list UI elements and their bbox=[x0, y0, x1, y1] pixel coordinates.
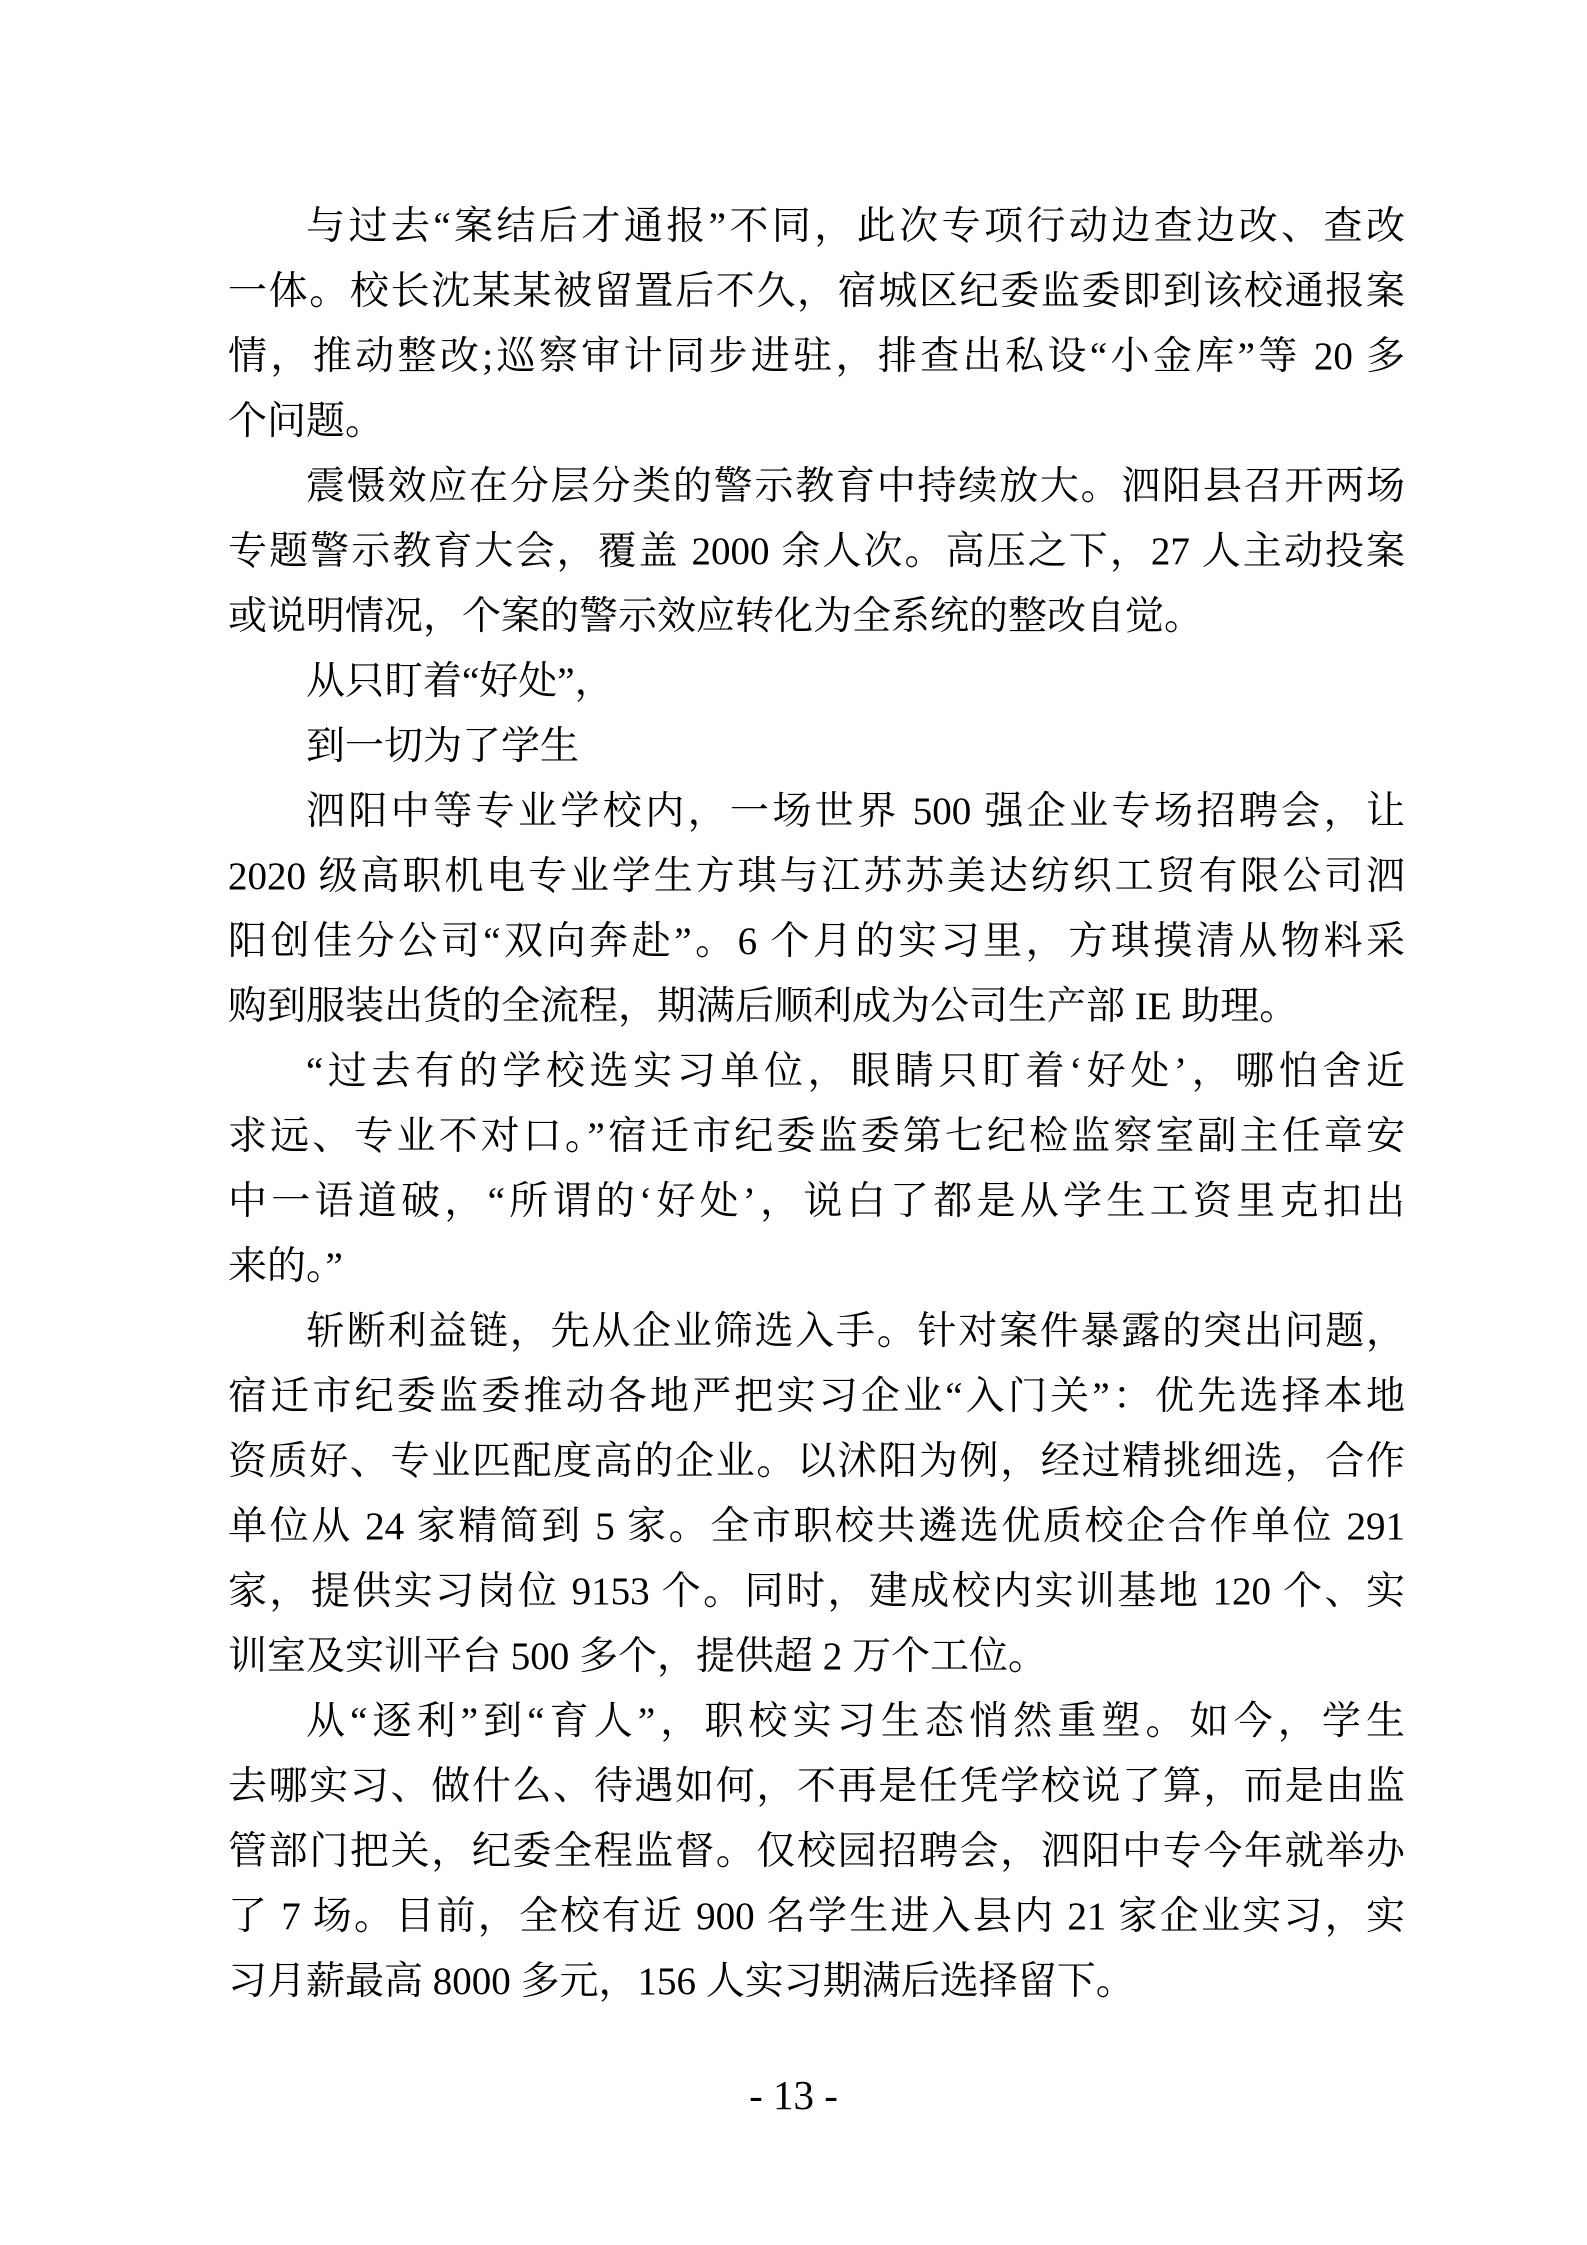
text-line: 斩断利益链，先从企业筛选入手。针对案件暴露的突出问题， bbox=[306, 1310, 1405, 1353]
text-line: 去哪实习、做什么、待遇如何，不再是任凭学校说了算，而是由监 bbox=[228, 1765, 1405, 1808]
text-line: 训室及实训平台 500 多个，提供超 2 万个工位。 bbox=[228, 1635, 1048, 1678]
text-line: 管部门把关，纪委全程监督。仅校园招聘会，泗阳中专今年就举办 bbox=[228, 1830, 1405, 1873]
text-line: 资质好、专业匹配度高的企业。以沭阳为例，经过精挑细选，合作 bbox=[228, 1440, 1405, 1483]
text-line: 个问题。 bbox=[228, 400, 385, 443]
text-line: 单位从 24 家精简到 5 家。全市职校共遴选优质校企合作单位 291 bbox=[228, 1505, 1405, 1548]
text-line: 了 7 场。目前，全校有近 900 名学生进入县内 21 家企业实习，实 bbox=[228, 1895, 1405, 1938]
text-line: 宿迁市纪委监委推动各地严把实习企业“入门关”：优先选择本地 bbox=[228, 1375, 1405, 1418]
text-line: 购到服装出货的全流程，期满后顺利成为公司生产部 IE 助理。 bbox=[228, 985, 1299, 1028]
document-text-body bbox=[228, 194, 1405, 2014]
text-line: 阳创佳分公司“双向奔赴”。6 个月的实习里，方琪摸清从物料采 bbox=[228, 920, 1405, 963]
text-line: 泗阳中等专业学校内，一场世界 500 强企业专场招聘会，让 bbox=[306, 790, 1405, 833]
text-line: 求远、专业不对口。”宿迁市纪委监委第七纪检监察室副主任章安 bbox=[228, 1115, 1405, 1158]
text-line: 到一切为了学生 bbox=[306, 725, 580, 768]
text-line: 家，提供实习岗位 9153 个。同时，建成校内实训基地 120 个、实 bbox=[228, 1570, 1405, 1613]
text-line: 或说明情况，个案的警示效应转化为全系统的整改自觉。 bbox=[228, 595, 1204, 638]
text-line: 中一语道破，“所谓的‘好处’，说白了都是从学生工资里克扣出 bbox=[228, 1180, 1405, 1223]
text-line: 来的。” bbox=[228, 1245, 343, 1288]
text-line: 专题警示教育大会，覆盖 2000 余人次。高压之下，27 人主动投案 bbox=[228, 530, 1405, 573]
text-line: 震慑效应在分层分类的警示教育中持续放大。泗阳县召开两场 bbox=[306, 465, 1405, 508]
text-line: 一体。校长沈某某被留置后不久，宿城区纪委监委即到该校通报案 bbox=[228, 270, 1405, 313]
text-line: 与过去“案结后才通报”不同，此次专项行动边查边改、查改 bbox=[306, 205, 1405, 248]
page-number: - 13 - bbox=[749, 2072, 838, 2118]
text-line: 习月薪最高 8000 多元，156 人实习期满后选择留下。 bbox=[228, 1960, 1135, 2003]
text-line: 从只盯着“好处”， bbox=[306, 660, 614, 703]
text-line: 情，推动整改;巡察审计同步进驻，排查出私设“小金库”等 20 多 bbox=[228, 335, 1405, 378]
text-line: 2020 级高职机电专业学生方琪与江苏苏美达纺织工贸有限公司泗 bbox=[228, 855, 1405, 898]
text-line: “过去有的学校选实习单位，眼睛只盯着‘好处’，哪怕舍近 bbox=[306, 1050, 1405, 1093]
text-line: 从“逐利”到“育人”，职校实习生态悄然重塑。如今，学生 bbox=[306, 1700, 1405, 1743]
